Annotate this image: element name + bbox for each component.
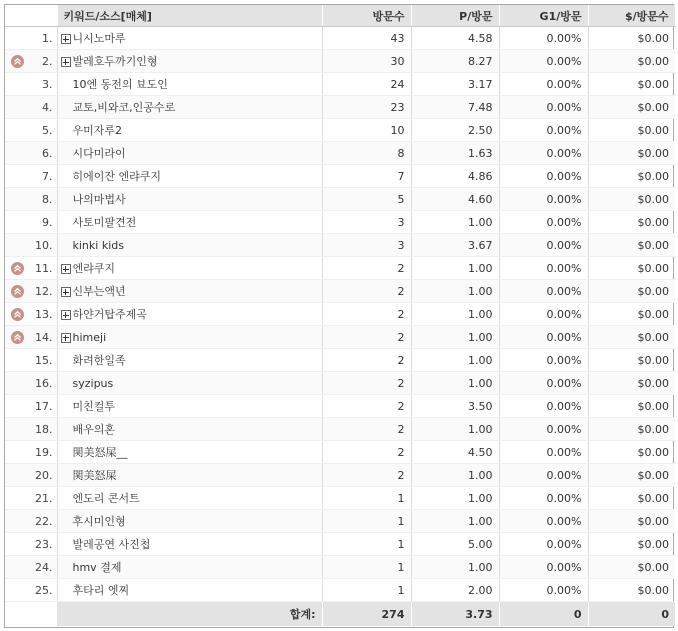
table-body bbox=[5, 27, 675, 602]
dollar-per-visit-cell: $0.00 bbox=[588, 326, 675, 349]
keyword-cell bbox=[57, 418, 322, 441]
keyword-link[interactable]: 배우의혼 bbox=[72, 423, 116, 436]
keyword-link[interactable]: 신부는액년 bbox=[72, 285, 126, 298]
trend-cell bbox=[5, 188, 29, 211]
dollar-per-visit-cell: $0.00 bbox=[588, 395, 675, 418]
footer-total-ppv: 3.73 bbox=[411, 602, 499, 627]
keyword-cell bbox=[57, 579, 322, 602]
g1-per-visit-cell: 0.00% bbox=[499, 372, 588, 395]
keyword-cell bbox=[57, 372, 322, 395]
pages-per-visit-cell: 1.00 bbox=[411, 211, 499, 234]
table-row bbox=[5, 533, 675, 556]
trend-cell bbox=[5, 579, 29, 602]
row-rank: 25. bbox=[29, 579, 57, 602]
visits-cell: 3 bbox=[322, 234, 411, 257]
trend-cell bbox=[5, 533, 29, 556]
keyword-cell bbox=[57, 349, 322, 372]
pages-per-visit-cell: 1.00 bbox=[411, 303, 499, 326]
pages-per-visit-cell: 2.00 bbox=[411, 579, 499, 602]
footer-total-label: 합계: bbox=[57, 602, 322, 627]
g1-per-visit-cell: 0.00% bbox=[499, 556, 588, 579]
keyword-cell bbox=[57, 464, 322, 487]
dollar-per-visit-cell: $0.00 bbox=[588, 418, 675, 441]
dollar-per-visit-cell: $0.00 bbox=[588, 73, 675, 96]
trend-cell bbox=[5, 418, 29, 441]
table-row bbox=[5, 234, 675, 257]
dollar-per-visit-cell: $0.00 bbox=[588, 27, 675, 50]
keyword-link[interactable]: 후타리 엣찌 bbox=[72, 584, 130, 597]
table-row bbox=[5, 464, 675, 487]
g1-per-visit-cell: 0.00% bbox=[499, 119, 588, 142]
row-rank: 19. bbox=[29, 441, 57, 464]
trend-cell bbox=[5, 510, 29, 533]
trend-cell bbox=[5, 165, 29, 188]
table-row bbox=[5, 510, 675, 533]
keyword-link[interactable]: kinki kids bbox=[72, 238, 124, 252]
keyword-link[interactable]: 화려한일족 bbox=[72, 354, 126, 367]
keyword-link[interactable]: himeji bbox=[72, 330, 107, 344]
row-rank: 22. bbox=[29, 510, 57, 533]
header-pages-per-visit[interactable]: P/방문 bbox=[411, 5, 499, 27]
dollar-per-visit-cell: $0.00 bbox=[588, 257, 675, 280]
expand-plus-icon[interactable] bbox=[61, 310, 71, 320]
table-footer bbox=[5, 602, 675, 627]
keyword-link[interactable]: hmv 결제 bbox=[72, 561, 122, 574]
row-rank: 2. bbox=[29, 50, 57, 73]
row-rank: 24. bbox=[29, 556, 57, 579]
pages-per-visit-cell: 1.00 bbox=[411, 464, 499, 487]
keyword-link[interactable]: 미친컬투 bbox=[72, 400, 116, 413]
row-rank: 7. bbox=[29, 165, 57, 188]
g1-per-visit-cell: 0.00% bbox=[499, 211, 588, 234]
pages-per-visit-cell: 7.48 bbox=[411, 96, 499, 119]
row-rank: 10. bbox=[29, 234, 57, 257]
g1-per-visit-cell: 0.00% bbox=[499, 418, 588, 441]
keyword-link[interactable]: 関美怒屎__ bbox=[72, 446, 128, 459]
table-header bbox=[5, 5, 675, 27]
visits-cell: 1 bbox=[322, 579, 411, 602]
keyword-link[interactable]: 엔도리 콘서트 bbox=[72, 492, 140, 505]
pages-per-visit-cell: 3.17 bbox=[411, 73, 499, 96]
table-row bbox=[5, 257, 675, 280]
visits-cell: 2 bbox=[322, 349, 411, 372]
g1-per-visit-cell: 0.00% bbox=[499, 326, 588, 349]
g1-per-visit-cell: 0.00% bbox=[499, 50, 588, 73]
trend-cell bbox=[5, 556, 29, 579]
visits-cell: 2 bbox=[322, 418, 411, 441]
trend-cell bbox=[5, 211, 29, 234]
keyword-cell bbox=[57, 96, 322, 119]
header-blank-rank bbox=[29, 5, 57, 27]
keyword-cell bbox=[57, 510, 322, 533]
visits-cell: 7 bbox=[322, 165, 411, 188]
keyword-cell bbox=[57, 119, 322, 142]
pages-per-visit-cell: 1.00 bbox=[411, 280, 499, 303]
dollar-per-visit-cell: $0.00 bbox=[588, 142, 675, 165]
visits-cell: 2 bbox=[322, 395, 411, 418]
table-row bbox=[5, 349, 675, 372]
trend-cell bbox=[5, 50, 29, 73]
pages-per-visit-cell: 1.00 bbox=[411, 556, 499, 579]
keyword-cell bbox=[57, 326, 322, 349]
keyword-link[interactable]: 발레공연 사진첩 bbox=[72, 538, 151, 551]
pages-per-visit-cell: 2.50 bbox=[411, 119, 499, 142]
visits-cell: 2 bbox=[322, 326, 411, 349]
pages-per-visit-cell: 4.50 bbox=[411, 441, 499, 464]
row-rank: 15. bbox=[29, 349, 57, 372]
pages-per-visit-cell: 1.00 bbox=[411, 257, 499, 280]
table-row bbox=[5, 579, 675, 602]
row-rank: 21. bbox=[29, 487, 57, 510]
expand-plus-icon[interactable] bbox=[61, 57, 71, 67]
trend-cell bbox=[5, 464, 29, 487]
pages-per-visit-cell: 1.00 bbox=[411, 349, 499, 372]
trend-cell bbox=[5, 119, 29, 142]
keyword-link[interactable]: 사토미팔견전 bbox=[72, 216, 137, 229]
keyword-link[interactable]: 우미자루2 bbox=[72, 124, 123, 137]
g1-per-visit-cell: 0.00% bbox=[499, 142, 588, 165]
trend-up-icon bbox=[11, 262, 24, 275]
dollar-per-visit-cell: $0.00 bbox=[588, 234, 675, 257]
header-keyword[interactable]: 키워드/소스[매체] bbox=[57, 5, 322, 27]
expand-plus-icon[interactable] bbox=[61, 264, 71, 274]
trend-cell bbox=[5, 257, 29, 280]
g1-per-visit-cell: 0.00% bbox=[499, 533, 588, 556]
keyword-link[interactable]: 시다미라이 bbox=[72, 147, 126, 160]
keyword-cell bbox=[57, 303, 322, 326]
visits-cell: 24 bbox=[322, 73, 411, 96]
trend-cell bbox=[5, 487, 29, 510]
keyword-link[interactable]: 니시노마루 bbox=[72, 32, 126, 45]
visits-cell: 5 bbox=[322, 188, 411, 211]
expand-plus-icon[interactable] bbox=[61, 287, 71, 297]
g1-per-visit-cell: 0.00% bbox=[499, 257, 588, 280]
dollar-per-visit-cell: $0.00 bbox=[588, 211, 675, 234]
expand-plus-icon[interactable] bbox=[61, 333, 71, 343]
visits-cell: 2 bbox=[322, 372, 411, 395]
trend-cell bbox=[5, 234, 29, 257]
g1-per-visit-cell: 0.00% bbox=[499, 510, 588, 533]
visits-cell: 2 bbox=[322, 257, 411, 280]
table-row bbox=[5, 326, 675, 349]
visits-cell: 2 bbox=[322, 441, 411, 464]
keyword-cell bbox=[57, 487, 322, 510]
dollar-per-visit-cell: $0.00 bbox=[588, 579, 675, 602]
table-row bbox=[5, 372, 675, 395]
expand-plus-icon[interactable] bbox=[61, 34, 71, 44]
table-row bbox=[5, 73, 675, 96]
keyword-link[interactable]: 엔랴쿠지 bbox=[72, 262, 116, 275]
pages-per-visit-cell: 1.63 bbox=[411, 142, 499, 165]
trend-cell bbox=[5, 73, 29, 96]
keyword-cell bbox=[57, 73, 322, 96]
keyword-cell bbox=[57, 556, 322, 579]
table-row bbox=[5, 211, 675, 234]
trend-cell bbox=[5, 27, 29, 50]
keyword-cell bbox=[57, 257, 322, 280]
trend-cell bbox=[5, 303, 29, 326]
dollar-per-visit-cell: $0.00 bbox=[588, 303, 675, 326]
dollar-per-visit-cell: $0.00 bbox=[588, 165, 675, 188]
trend-cell bbox=[5, 395, 29, 418]
dollar-per-visit-cell: $0.00 bbox=[588, 533, 675, 556]
row-rank: 8. bbox=[29, 188, 57, 211]
visits-cell: 1 bbox=[322, 510, 411, 533]
keyword-cell bbox=[57, 234, 322, 257]
trend-up-icon bbox=[11, 308, 24, 321]
pages-per-visit-cell: 4.58 bbox=[411, 27, 499, 50]
footer-total-dollar: 0 bbox=[588, 602, 675, 627]
keyword-link[interactable]: 교토,비와코,인공수로 bbox=[72, 101, 176, 114]
table-row bbox=[5, 303, 675, 326]
dollar-per-visit-cell: $0.00 bbox=[588, 441, 675, 464]
keyword-cell bbox=[57, 142, 322, 165]
table-row bbox=[5, 556, 675, 579]
footer-blank-rank bbox=[29, 602, 57, 627]
trend-cell bbox=[5, 349, 29, 372]
row-rank: 13. bbox=[29, 303, 57, 326]
pages-per-visit-cell: 3.67 bbox=[411, 234, 499, 257]
row-rank: 4. bbox=[29, 96, 57, 119]
keyword-report-table-container bbox=[4, 4, 674, 628]
keyword-link[interactable]: 히에이잔 엔랴쿠지 bbox=[72, 170, 162, 183]
dollar-per-visit-cell: $0.00 bbox=[588, 188, 675, 211]
header-visits[interactable]: 방문수 bbox=[322, 5, 411, 27]
table-row bbox=[5, 418, 675, 441]
trend-up-icon bbox=[11, 285, 24, 298]
trend-cell bbox=[5, 142, 29, 165]
footer-blank bbox=[5, 602, 29, 627]
pages-per-visit-cell: 4.60 bbox=[411, 188, 499, 211]
row-rank: 9. bbox=[29, 211, 57, 234]
row-rank: 11. bbox=[29, 257, 57, 280]
dollar-per-visit-cell: $0.00 bbox=[588, 556, 675, 579]
visits-cell: 10 bbox=[322, 119, 411, 142]
g1-per-visit-cell: 0.00% bbox=[499, 579, 588, 602]
trend-cell bbox=[5, 326, 29, 349]
table-row bbox=[5, 27, 675, 50]
visits-cell: 2 bbox=[322, 303, 411, 326]
keyword-cell bbox=[57, 188, 322, 211]
trend-cell bbox=[5, 372, 29, 395]
header-blank bbox=[5, 5, 29, 27]
keyword-cell bbox=[57, 280, 322, 303]
row-rank: 5. bbox=[29, 119, 57, 142]
dollar-per-visit-cell: $0.00 bbox=[588, 280, 675, 303]
keyword-cell bbox=[57, 165, 322, 188]
pages-per-visit-cell: 1.00 bbox=[411, 510, 499, 533]
keyword-cell bbox=[57, 50, 322, 73]
keyword-cell bbox=[57, 211, 322, 234]
visits-cell: 1 bbox=[322, 533, 411, 556]
keyword-link[interactable]: 후시미인형 bbox=[72, 515, 126, 528]
visits-cell: 2 bbox=[322, 464, 411, 487]
table-row bbox=[5, 395, 675, 418]
trend-up-icon bbox=[11, 55, 24, 68]
keyword-cell bbox=[57, 441, 322, 464]
row-rank: 18. bbox=[29, 418, 57, 441]
pages-per-visit-cell: 1.00 bbox=[411, 326, 499, 349]
pages-per-visit-cell: 8.27 bbox=[411, 50, 499, 73]
keyword-link[interactable]: 10엔 동전의 뵤도인 bbox=[72, 78, 168, 91]
pages-per-visit-cell: 1.00 bbox=[411, 372, 499, 395]
dollar-per-visit-cell: $0.00 bbox=[588, 487, 675, 510]
header-g1-per-visit[interactable]: G1/방문 bbox=[499, 5, 588, 27]
g1-per-visit-cell: 0.00% bbox=[499, 188, 588, 211]
table-row bbox=[5, 165, 675, 188]
pages-per-visit-cell: 1.00 bbox=[411, 487, 499, 510]
g1-per-visit-cell: 0.00% bbox=[499, 96, 588, 119]
g1-per-visit-cell: 0.00% bbox=[499, 73, 588, 96]
table-row bbox=[5, 142, 675, 165]
trend-cell bbox=[5, 96, 29, 119]
row-rank: 20. bbox=[29, 464, 57, 487]
table-row bbox=[5, 188, 675, 211]
g1-per-visit-cell: 0.00% bbox=[499, 464, 588, 487]
dollar-per-visit-cell: $0.00 bbox=[588, 464, 675, 487]
dollar-per-visit-cell: $0.00 bbox=[588, 96, 675, 119]
visits-cell: 1 bbox=[322, 556, 411, 579]
visits-cell: 23 bbox=[322, 96, 411, 119]
keyword-link[interactable]: 나의마법사 bbox=[72, 193, 126, 206]
row-rank: 1. bbox=[29, 27, 57, 50]
dollar-per-visit-cell: $0.00 bbox=[588, 372, 675, 395]
pages-per-visit-cell: 1.00 bbox=[411, 418, 499, 441]
keyword-cell bbox=[57, 395, 322, 418]
g1-per-visit-cell: 0.00% bbox=[499, 303, 588, 326]
table-row bbox=[5, 441, 675, 464]
keyword-report-table bbox=[5, 5, 676, 626]
keyword-link[interactable]: 발레호두까기인형 bbox=[72, 55, 158, 68]
keyword-cell bbox=[57, 27, 322, 50]
trend-cell bbox=[5, 441, 29, 464]
dollar-per-visit-cell: $0.00 bbox=[588, 349, 675, 372]
table-row bbox=[5, 50, 675, 73]
row-rank: 6. bbox=[29, 142, 57, 165]
visits-cell: 2 bbox=[322, 280, 411, 303]
header-dollar-per-visit[interactable]: $/방문수 bbox=[588, 5, 675, 27]
dollar-per-visit-cell: $0.00 bbox=[588, 510, 675, 533]
visits-cell: 1 bbox=[322, 487, 411, 510]
g1-per-visit-cell: 0.00% bbox=[499, 487, 588, 510]
table-row bbox=[5, 119, 675, 142]
row-rank: 23. bbox=[29, 533, 57, 556]
trend-cell bbox=[5, 280, 29, 303]
keyword-link[interactable]: 関美怒屎 bbox=[72, 469, 117, 482]
g1-per-visit-cell: 0.00% bbox=[499, 165, 588, 188]
row-rank: 16. bbox=[29, 372, 57, 395]
pages-per-visit-cell: 5.00 bbox=[411, 533, 499, 556]
footer-total-visits: 274 bbox=[322, 602, 411, 627]
visits-cell: 8 bbox=[322, 142, 411, 165]
keyword-cell bbox=[57, 533, 322, 556]
visits-cell: 43 bbox=[322, 27, 411, 50]
footer-total-g1: 0 bbox=[499, 602, 588, 627]
g1-per-visit-cell: 0.00% bbox=[499, 441, 588, 464]
dollar-per-visit-cell: $0.00 bbox=[588, 50, 675, 73]
visits-cell: 30 bbox=[322, 50, 411, 73]
row-rank: 14. bbox=[29, 326, 57, 349]
row-rank: 3. bbox=[29, 73, 57, 96]
keyword-link[interactable]: syzipus bbox=[72, 376, 114, 390]
g1-per-visit-cell: 0.00% bbox=[499, 234, 588, 257]
g1-per-visit-cell: 0.00% bbox=[499, 395, 588, 418]
g1-per-visit-cell: 0.00% bbox=[499, 349, 588, 372]
trend-up-icon bbox=[11, 331, 24, 344]
g1-per-visit-cell: 0.00% bbox=[499, 27, 588, 50]
row-rank: 12. bbox=[29, 280, 57, 303]
pages-per-visit-cell: 3.50 bbox=[411, 395, 499, 418]
dollar-per-visit-cell: $0.00 bbox=[588, 119, 675, 142]
row-rank: 17. bbox=[29, 395, 57, 418]
table-row bbox=[5, 487, 675, 510]
table-row bbox=[5, 280, 675, 303]
g1-per-visit-cell: 0.00% bbox=[499, 280, 588, 303]
visits-cell: 3 bbox=[322, 211, 411, 234]
table-row bbox=[5, 96, 675, 119]
pages-per-visit-cell: 4.86 bbox=[411, 165, 499, 188]
keyword-link[interactable]: 하얀거탑주제곡 bbox=[72, 308, 147, 321]
